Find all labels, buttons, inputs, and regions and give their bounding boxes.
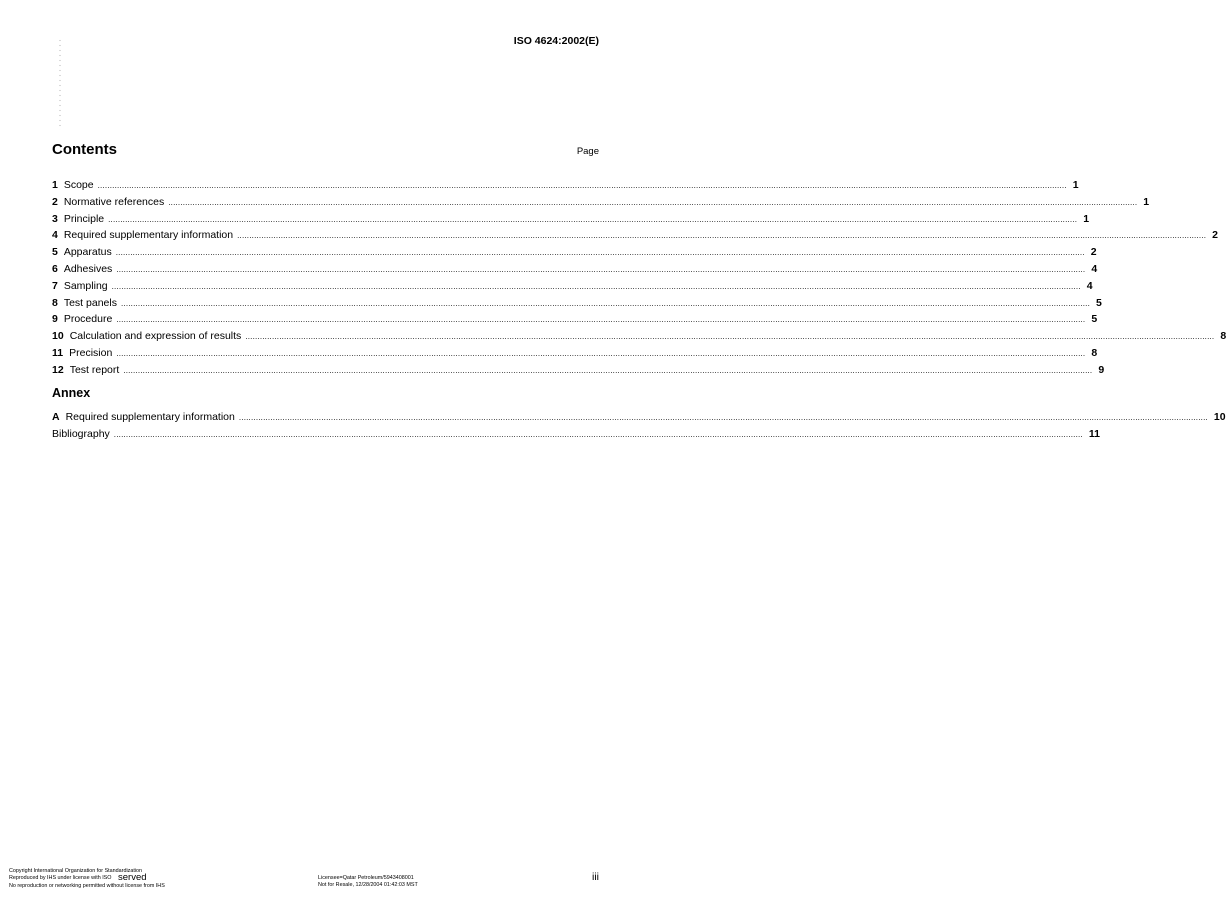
toc-dot-leader: ................................................................................................................................................................................................................................................................................................................................................................................................................ [111, 281, 1081, 291]
toc-dot-leader: ................................................................................................................................................................................................................................................................................................................................................................................................................ [97, 181, 1067, 190]
toc-entry-title: Test report [69, 363, 120, 376]
toc-entry-page: 8 [1220, 330, 1226, 343]
rights-reserved-fragment: served [118, 872, 147, 883]
toc-entry-title: Test panels [63, 296, 117, 309]
toc-entry-page: 4 [1086, 279, 1093, 292]
toc-entry-title: Procedure [63, 313, 113, 326]
toc-entry-title: Principle [63, 212, 105, 225]
toc-entry[interactable] [52, 311, 1098, 328]
toc-entry-page: 2 [1212, 229, 1219, 242]
toc-entry[interactable] [52, 278, 1093, 295]
toc-dot-leader: ................................................................................................................................................................................................................................................................................................................................................................................................................ [116, 264, 1086, 274]
toc-dot-leader: ................................................................................................................................................................................................................................................................................................................................................................................................................ [123, 365, 1093, 375]
footer-line: Copyright International Organization for Standardization [9, 868, 143, 874]
toc-entry-page: 5 [1091, 313, 1098, 326]
toc-entry-number: 6 [52, 262, 58, 275]
toc-entry[interactable] [52, 194, 1150, 211]
toc-entry-title: Calculation and expression of results [69, 330, 242, 343]
toc-entry[interactable] [52, 409, 1226, 426]
toc-entry-number: A [52, 411, 60, 423]
footer-line: Reproduced by IHS under license with ISO [9, 875, 112, 882]
toc-entry[interactable] [52, 362, 1105, 379]
toc-entry-number: 2 [52, 195, 58, 208]
toc-entry-number: 3 [52, 212, 58, 225]
toc-dot-leader: ................................................................................................................................................................................................................................................................................................................................................................................................................ [237, 231, 1207, 241]
page-number: iii [592, 871, 599, 883]
toc-entry-page: 1 [1143, 195, 1150, 208]
toc-entry-title: Apparatus [63, 246, 112, 259]
toc-dot-leader: ................................................................................................................................................................................................................................................................................................................................................................................................................ [116, 315, 1086, 325]
toc-entry-title: Precision [69, 346, 113, 359]
toc-dot-leader: ................................................................................................................................................................................................................................................................................................................................................................................................................ [113, 429, 1083, 439]
toc-entry-number: 9 [52, 313, 58, 326]
toc-dot-leader: ................................................................................................................................................................................................................................................................................................................................................................................................................ [116, 348, 1086, 358]
toc-entry-number: 11 [52, 346, 64, 359]
annex-contents [52, 409, 1226, 443]
toc-entry-title: Scope [63, 179, 94, 191]
toc-entry-number: 1 [52, 179, 58, 191]
toc-dot-leader: ................................................................................................................................................................................................................................................................................................................................................................................................................ [168, 197, 1138, 207]
toc-entry-title: Required supplementary information [65, 411, 235, 423]
toc-dot-leader: ................................................................................................................................................................................................................................................................................................................................................................................................................ [108, 214, 1078, 224]
toc-dot-leader: ................................................................................................................................................................................................................................................................................................................................................................................................................ [120, 298, 1091, 308]
annex-heading: Annex [52, 386, 91, 400]
toc-entry-number: 12 [52, 363, 64, 376]
toc-entry[interactable] [52, 177, 1079, 194]
toc-entry-page: 10 [1213, 411, 1226, 423]
page-column-label: Page [576, 146, 599, 157]
toc-entry[interactable] [52, 244, 1097, 261]
toc-entry-page: 9 [1098, 363, 1105, 376]
toc-entry[interactable] [52, 227, 1219, 244]
toc-entry-title: Adhesives [63, 262, 113, 275]
toc-entry-number: 8 [52, 296, 58, 309]
footer-line: Not for Resale, 12/28/2004 01:42:03 MST [318, 882, 418, 889]
licensee-footer [318, 875, 418, 890]
toc-entry-page: 2 [1090, 246, 1097, 259]
table-of-contents [52, 177, 1226, 379]
toc-entry-title: Sampling [63, 279, 108, 292]
toc-entry[interactable] [52, 426, 1100, 443]
document-identifier: ISO 4624:2002(E) [513, 35, 599, 47]
toc-entry-number: 4 [52, 229, 58, 242]
toc-entry[interactable] [52, 295, 1102, 312]
toc-entry-number: 10 [52, 330, 64, 343]
toc-entry-title: Bibliography [52, 427, 110, 440]
toc-entry-title: Required supplementary information [63, 229, 234, 242]
toc-dot-leader: ................................................................................................................................................................................................................................................................................................................................................................................................................ [115, 248, 1085, 258]
toc-entry-page: 1 [1072, 179, 1079, 191]
toc-entry-number: 7 [52, 279, 58, 292]
toc-entry-page: 1 [1083, 212, 1090, 225]
toc-entry-page: 4 [1091, 262, 1098, 275]
toc-entry-page: 5 [1096, 296, 1102, 309]
toc-dot-leader: ................................................................................................................................................................................................................................................................................................................................................................................................................ [238, 413, 1208, 422]
toc-entry[interactable] [52, 345, 1098, 362]
toc-entry-page: 11 [1088, 427, 1100, 440]
contents-heading: Contents [52, 141, 117, 158]
toc-dot-leader: ................................................................................................................................................................................................................................................................................................................................................................................................................ [245, 332, 1215, 342]
toc-entry[interactable] [52, 261, 1098, 278]
dotted-margin-mark [59, 38, 61, 130]
footer-line: No reproduction or networking permitted without license from IHS [9, 882, 165, 889]
footer-line: Licensee=Qatar Petroleum/5943408001 [318, 875, 414, 881]
toc-entry-number: 5 [52, 246, 58, 259]
toc-entry[interactable] [52, 328, 1226, 345]
toc-entry-page: 8 [1091, 346, 1098, 359]
toc-entry[interactable] [52, 211, 1090, 228]
toc-entry-title: Normative references [63, 195, 165, 208]
